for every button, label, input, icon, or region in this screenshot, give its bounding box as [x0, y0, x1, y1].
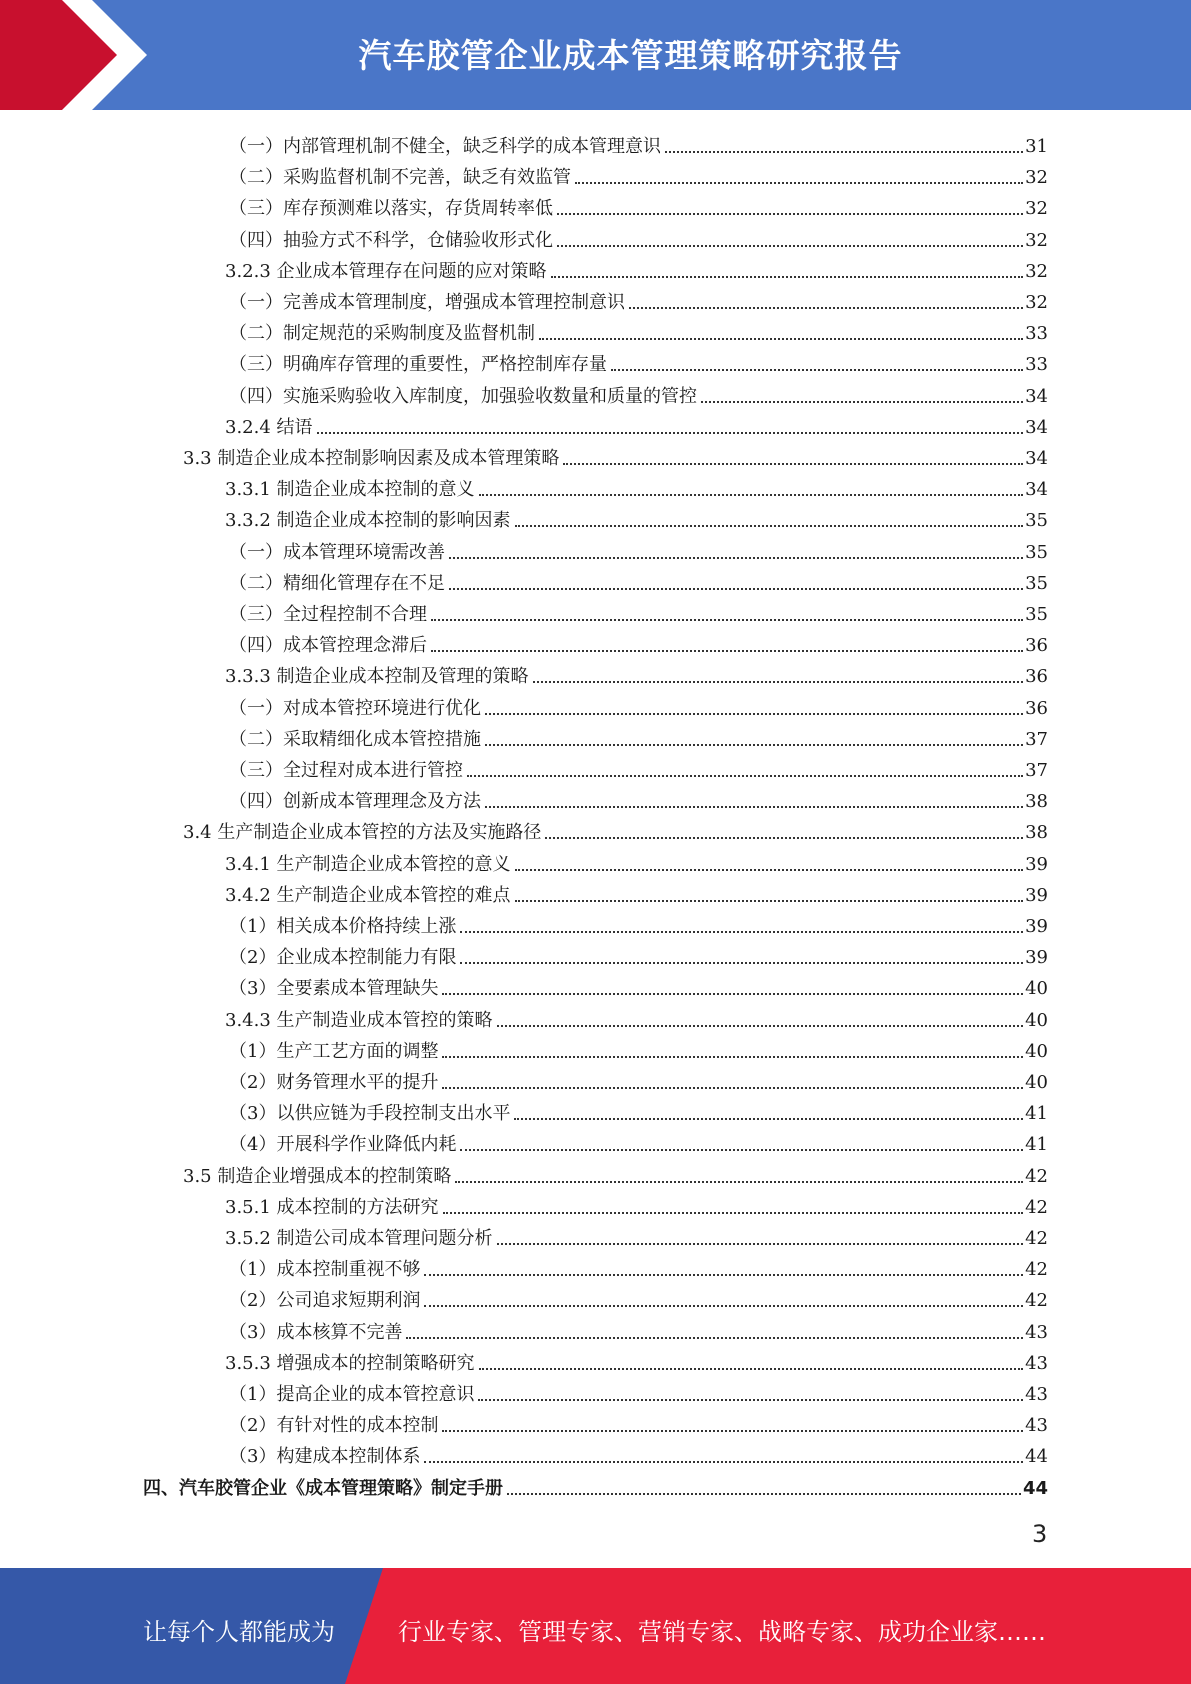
toc-dot-leader: [424, 1460, 1023, 1463]
toc-entry-page: 36: [1025, 697, 1048, 719]
toc-dot-leader: [460, 930, 1023, 933]
toc-dot-leader: [575, 181, 1023, 184]
toc-entry[interactable]: [229, 283, 1048, 314]
toc-entry-page: 42: [1025, 1165, 1048, 1187]
toc-entry-page: 40: [1025, 978, 1048, 1000]
toc-entry-page: 40: [1025, 1072, 1048, 1093]
toc-entry[interactable]: [229, 938, 1048, 969]
toc-entry-page: 31: [1025, 136, 1048, 157]
toc-entry-label: （1）提高企业的成本管控意识: [229, 1384, 475, 1405]
toc-entry[interactable]: [229, 751, 1048, 782]
toc-entry-label: 3.2.4 结语: [225, 416, 313, 438]
toc-entry-page: 36: [1025, 635, 1048, 657]
toc-entry-label: （三）全过程对成本进行管控: [229, 760, 463, 781]
toc-entry-label: （四）实施采购验收入库制度，加强验收数量和质量的管控: [229, 385, 697, 407]
toc-dot-leader: [424, 1273, 1023, 1276]
toc-entry-label: （3）以供应链为手段控制支出水平: [229, 1103, 511, 1125]
toc-entry[interactable]: [229, 720, 1048, 751]
toc-entry-page: 43: [1025, 1384, 1048, 1405]
toc-entry[interactable]: [225, 1188, 1048, 1219]
toc-dot-leader: [611, 368, 1023, 371]
toc-dot-leader: [665, 150, 1023, 153]
toc-dot-leader: [317, 431, 1024, 434]
toc-entry-label: 3.5.3 增强成本的控制策略研究: [225, 1352, 475, 1374]
toc-entry-page: 37: [1025, 728, 1048, 750]
toc-dot-leader: [557, 212, 1023, 215]
page-number: 3: [1032, 1520, 1048, 1548]
toc-entry-label: 3.3.1 制造企业成本控制的意义: [225, 479, 475, 501]
page-footer: [0, 1568, 1191, 1684]
toc-dot-leader: [467, 774, 1023, 777]
page-title: 汽车胶管企业成本管理策略研究报告: [358, 36, 903, 75]
toc-dot-leader: [431, 649, 1023, 652]
toc-entry[interactable]: [229, 1437, 1048, 1468]
footer-slogan-right: 行业专家、管理专家、营销专家、战略专家、成功企业家……: [398, 1618, 1046, 1646]
toc-entry-label: （1）相关成本价格持续上涨: [229, 916, 457, 937]
toc-dot-leader: [557, 244, 1023, 247]
toc-entry-label: 3.4.3 生产制造业成本管控的策略: [225, 1009, 493, 1031]
toc-entry-page: 32: [1025, 229, 1048, 251]
toc-entry[interactable]: [229, 345, 1048, 376]
toc-entry[interactable]: [225, 252, 1048, 283]
toc-entry-label: （二）精细化管理存在不足: [229, 572, 445, 594]
toc-entry[interactable]: [229, 626, 1048, 657]
toc-entry-page: 33: [1025, 354, 1048, 376]
toc-entry-page: 41: [1025, 1103, 1048, 1125]
toc-entry-page: 39: [1025, 884, 1048, 906]
toc-dot-leader: [507, 1492, 1021, 1495]
toc-entry-page: 34: [1025, 385, 1048, 407]
toc-dot-leader: [515, 899, 1024, 902]
toc-entry-label: 3.4.2 生产制造企业成本管控的难点: [225, 884, 511, 906]
toc-dot-leader: [515, 868, 1024, 871]
toc-entry[interactable]: [183, 813, 1048, 844]
toc-dot-leader: [424, 1304, 1023, 1307]
toc-entry[interactable]: [229, 1063, 1048, 1094]
toc-entry[interactable]: [229, 1250, 1048, 1281]
toc-entry[interactable]: [229, 969, 1048, 1000]
toc-entry[interactable]: [225, 501, 1048, 532]
toc-entry-label: （四）成本管控理念滞后: [229, 635, 427, 657]
toc-entry-page: 36: [1025, 666, 1048, 688]
toc-dot-leader: [514, 1117, 1023, 1120]
footer-slogan-left: 让每个人都能成为: [143, 1618, 335, 1646]
toc-entry-label: （2）财务管理水平的提升: [229, 1072, 439, 1093]
toc-entry-label: 3.5 制造企业增强成本的控制策略: [183, 1165, 452, 1187]
toc-entry[interactable]: [225, 408, 1048, 439]
toc-dot-leader: [442, 1429, 1023, 1432]
toc-entry[interactable]: [229, 1375, 1048, 1406]
toc-entry[interactable]: [143, 1469, 1048, 1500]
toc-dot-leader: [442, 1086, 1023, 1089]
toc-entry-label: （2）公司追求短期利润: [229, 1290, 421, 1312]
toc-entry-page: 34: [1025, 416, 1048, 438]
toc-entry-page: 43: [1025, 1321, 1048, 1343]
toc-entry-page: 35: [1025, 604, 1048, 625]
toc-entry-page: 39: [1025, 916, 1048, 937]
toc-entry-page: 34: [1025, 448, 1048, 469]
toc-entry[interactable]: [183, 1157, 1048, 1188]
toc-entry-label: 3.4.1 生产制造企业成本管控的意义: [225, 853, 511, 875]
toc-entry[interactable]: [229, 533, 1048, 564]
toc-entry-page: 41: [1025, 1134, 1048, 1156]
toc-dot-leader: [449, 556, 1023, 559]
toc-entry-label: 3.5.1 成本控制的方法研究: [225, 1196, 439, 1218]
toc-dot-leader: [497, 1242, 1024, 1245]
toc-entry[interactable]: [225, 1001, 1048, 1032]
toc-entry-label: （三）库存预测难以落实，存货周转率低: [229, 198, 553, 220]
toc-entry-label: （一）内部管理机制不健全，缺乏科学的成本管理意识: [229, 136, 661, 157]
toc-entry-label: （1）生产工艺方面的调整: [229, 1040, 439, 1062]
toc-dot-leader: [701, 400, 1023, 403]
toc-entry[interactable]: [229, 158, 1048, 189]
toc-entry[interactable]: [229, 595, 1048, 626]
toc-entry-label: 3.3 制造企业成本控制影响因素及成本管理策略: [183, 448, 560, 469]
toc-entry-page: 35: [1025, 572, 1048, 594]
toc-entry-label: （二）采取精细化成本管控措施: [229, 728, 481, 750]
toc-entry[interactable]: [229, 564, 1048, 595]
toc-entry-label: （1）成本控制重视不够: [229, 1259, 421, 1281]
toc-entry-label: （一）成本管理环境需改善: [229, 541, 445, 563]
toc-dot-leader: [443, 1211, 1024, 1214]
toc-entry-label: （2）有针对性的成本控制: [229, 1415, 439, 1437]
toc-entry[interactable]: [225, 1344, 1048, 1375]
toc-dot-leader: [485, 743, 1023, 746]
toc-entry-label: （三）明确库存管理的重要性，严格控制库存量: [229, 354, 607, 376]
toc-entry[interactable]: [229, 1406, 1048, 1437]
toc-entry[interactable]: [229, 1281, 1048, 1312]
toc-entry[interactable]: [229, 1125, 1048, 1156]
toc-entry-label: 四、汽车胶管企业《成本管理策略》制定手册: [143, 1477, 503, 1499]
toc-entry[interactable]: [229, 689, 1048, 720]
toc-entry-label: 3.2.3 企业成本管理存在问题的应对策略: [225, 260, 547, 282]
toc-entry-label: （2）企业成本控制能力有限: [229, 947, 457, 969]
toc-entry-label: （四）创新成本管理理念及方法: [229, 791, 481, 813]
toc-entry-label: 3.5.2 制造公司成本管理问题分析: [225, 1228, 493, 1249]
toc-entry-label: （3）构建成本控制体系: [229, 1446, 421, 1468]
toc-entry-page: 39: [1025, 947, 1048, 969]
toc-entry-label: （二）制定规范的采购制度及监督机制: [229, 323, 535, 345]
toc-entry-page: 42: [1025, 1196, 1048, 1218]
toc-entry[interactable]: [229, 1313, 1048, 1344]
toc-dot-leader: [533, 680, 1024, 683]
toc-entry-page: 43: [1025, 1352, 1048, 1374]
toc-entry-page: 32: [1025, 260, 1048, 282]
toc-entry-page: 42: [1025, 1228, 1048, 1249]
toc-entry[interactable]: [225, 1219, 1048, 1250]
toc-entry[interactable]: [183, 439, 1048, 470]
toc-dot-leader: [479, 493, 1024, 496]
toc-entry-label: （三）全过程控制不合理: [229, 604, 427, 625]
toc-entry[interactable]: [229, 127, 1048, 158]
toc-entry[interactable]: [229, 782, 1048, 813]
toc-entry[interactable]: [229, 1032, 1048, 1063]
toc-entry-page: 32: [1025, 198, 1048, 220]
toc-entry-page: 32: [1025, 292, 1048, 313]
toc-dot-leader: [442, 992, 1023, 995]
toc-dot-leader: [551, 275, 1024, 278]
toc-entry[interactable]: [225, 876, 1048, 907]
toc-entry[interactable]: [229, 907, 1048, 938]
toc-dot-leader: [497, 1024, 1024, 1027]
toc-entry-label: （3）成本核算不完善: [229, 1321, 403, 1343]
toc-dot-leader: [485, 712, 1023, 715]
toc-dot-leader: [460, 961, 1023, 964]
toc-dot-leader: [545, 836, 1023, 839]
toc-entry-page: 40: [1025, 1040, 1048, 1062]
toc-entry-page: 33: [1025, 323, 1048, 345]
toc-dot-leader: [539, 337, 1023, 340]
toc-entry[interactable]: [225, 470, 1048, 501]
toc-entry-page: 32: [1025, 167, 1048, 189]
toc-dot-leader: [442, 1055, 1023, 1058]
toc-entry-page: 44: [1025, 1446, 1048, 1468]
toc-entry-page: 42: [1025, 1290, 1048, 1312]
toc-dot-leader: [479, 1367, 1024, 1370]
toc-entry-label: （3）全要素成本管理缺失: [229, 978, 439, 1000]
toc-entry-label: （四）抽验方式不科学，仓储验收形式化: [229, 229, 553, 251]
toc-entry-label: （二）采购监督机制不完善，缺乏有效监管: [229, 167, 571, 189]
toc-entry-page: 35: [1025, 541, 1048, 563]
toc-entry[interactable]: [229, 1094, 1048, 1125]
toc-dot-leader: [431, 618, 1023, 621]
page-header: [0, 0, 1191, 110]
toc-entry-page: 40: [1025, 1009, 1048, 1031]
toc-entry[interactable]: [229, 314, 1048, 345]
toc-entry[interactable]: [229, 189, 1048, 220]
toc-dot-leader: [478, 1398, 1023, 1401]
toc-entry[interactable]: [225, 845, 1048, 876]
toc-entry-page: 38: [1025, 822, 1048, 844]
toc-entry-page: 42: [1025, 1259, 1048, 1281]
toc-dot-leader: [485, 805, 1023, 808]
toc-entry-label: 3.4 生产制造企业成本管控的方法及实施路径: [183, 822, 542, 844]
toc-entry-page: 34: [1025, 479, 1048, 501]
toc-entry-page: 43: [1025, 1415, 1048, 1437]
toc-entry[interactable]: [229, 377, 1048, 408]
toc-dot-leader: [460, 1148, 1023, 1151]
toc-entry-page: 44: [1022, 1477, 1048, 1499]
toc-dot-leader: [449, 587, 1023, 590]
toc-entry-label: （一）完善成本管理制度，增强成本管理控制意识: [229, 292, 625, 313]
toc-entry-page: 39: [1025, 853, 1048, 875]
toc-entry-label: （一）对成本管控环境进行优化: [229, 697, 481, 719]
toc-entry-label: 3.3.2 制造企业成本控制的影响因素: [225, 510, 511, 532]
toc-dot-leader: [515, 524, 1024, 527]
toc-dot-leader: [406, 1336, 1023, 1339]
toc-entry-label: 3.3.3 制造企业成本控制及管理的策略: [225, 666, 529, 688]
toc-entry[interactable]: [225, 657, 1048, 688]
toc-dot-leader: [563, 462, 1023, 465]
toc-dot-leader: [455, 1180, 1023, 1183]
toc-entry-page: 37: [1025, 760, 1048, 781]
toc-dot-leader: [629, 306, 1023, 309]
toc-entry-label: （4）开展科学作业降低内耗: [229, 1134, 457, 1156]
toc-entry-page: 35: [1025, 510, 1048, 532]
toc-entry-page: 38: [1025, 791, 1048, 813]
toc-entry[interactable]: [229, 221, 1048, 252]
